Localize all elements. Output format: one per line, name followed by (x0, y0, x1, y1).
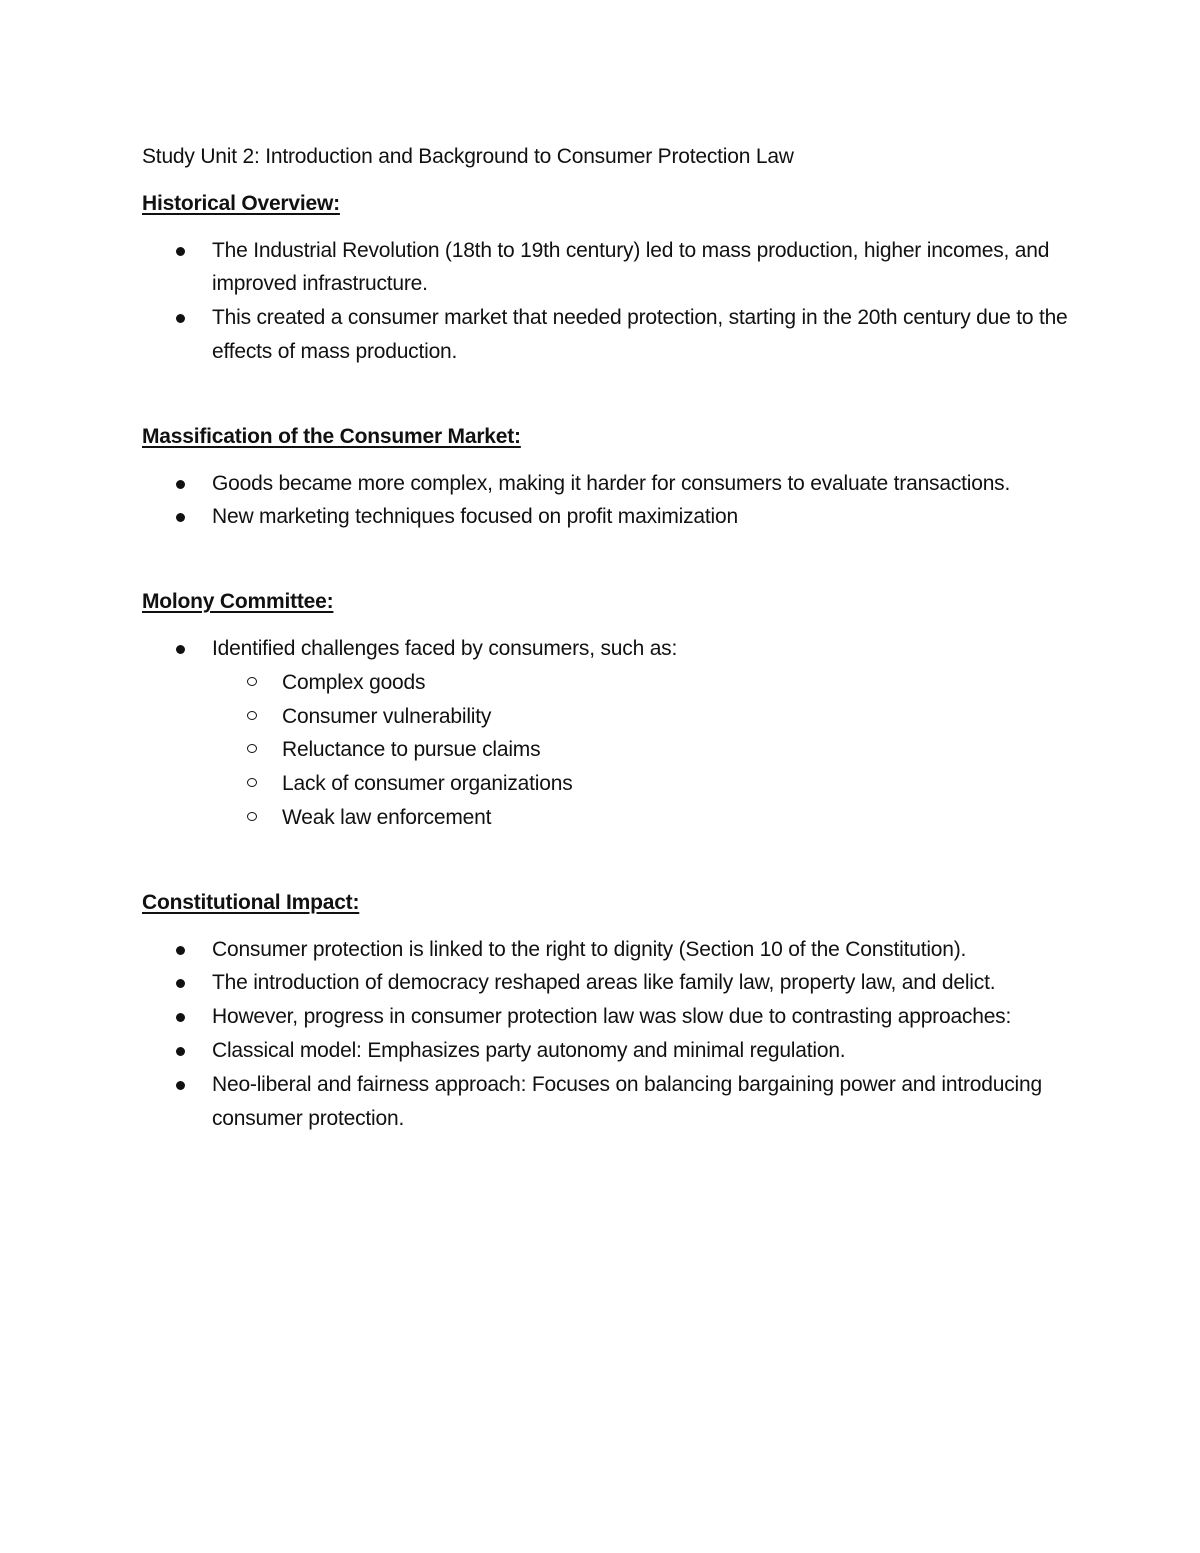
bullet-item (142, 467, 1072, 501)
bullet-text: This created a consumer market that needed protection, starting in the 20th century due to the effects of mass production. (212, 306, 1068, 363)
bullet-item (142, 966, 1072, 1000)
bullet-text: The Industrial Revolution (18th to 19th century) led to mass production, higher incomes, and improved infrastructure. (212, 238, 1050, 296)
sub-bullet-text: Weak law enforcement (282, 805, 492, 829)
section-molony-committee (142, 585, 1072, 835)
bullet-list (142, 933, 1072, 1136)
document-title: Study Unit 2: Introduction and Background to Consumer Protection Law (142, 145, 794, 168)
bullet-icon (176, 946, 185, 955)
document-content (142, 140, 1072, 1135)
sub-bullet-list (212, 666, 1072, 835)
section-massification (142, 420, 1072, 534)
bullet-item (142, 1000, 1072, 1034)
section-heading: Historical Overview: (142, 191, 340, 215)
section-constitutional-impact (142, 886, 1072, 1136)
bullet-icon (176, 1047, 185, 1056)
bullet-icon (176, 314, 185, 323)
hollow-bullet-icon (247, 677, 257, 686)
section-heading: Molony Committee: (142, 590, 334, 614)
bullet-text: Goods became more complex, making it harder for consumers to evaluate transactions. (212, 471, 1011, 495)
hollow-bullet-icon (247, 812, 257, 821)
bullet-text: Identified challenges faced by consumers, such as: (212, 636, 678, 660)
bullet-list (142, 467, 1072, 535)
bullet-icon (176, 1081, 185, 1090)
section-historical-overview (142, 187, 1072, 369)
bullet-icon (176, 513, 185, 522)
bullet-item (142, 632, 1072, 835)
hollow-bullet-icon (247, 711, 257, 720)
bullet-icon (176, 645, 185, 654)
sub-bullet-item (212, 801, 1072, 835)
section-spacer (142, 835, 1072, 886)
sub-bullet-item (212, 666, 1072, 700)
sub-bullet-text: Reluctance to pursue claims (282, 738, 541, 762)
bullet-list (142, 632, 1072, 835)
bullet-text: Classical model: Emphasizes party autonomy and minimal regulation. (212, 1038, 846, 1062)
bullet-list (142, 234, 1072, 369)
bullet-item (142, 500, 1072, 534)
bullet-icon (176, 979, 185, 988)
bullet-icon (176, 1013, 185, 1022)
bullet-item (142, 301, 1072, 369)
section-heading: Constitutional Impact: (142, 890, 360, 914)
bullet-text: However, progress in consumer protection law was slow due to contrasting approaches: (212, 1005, 1012, 1029)
bullet-text: New marketing techniques focused on profit maximization (212, 505, 738, 529)
sub-bullet-item (212, 733, 1072, 767)
bullet-text: Neo-liberal and fairness approach: Focuses on balancing bargaining power and introducing consumer protection. (212, 1072, 1042, 1130)
bullet-icon (176, 480, 185, 489)
bullet-item (142, 234, 1072, 302)
bullet-item (142, 933, 1072, 967)
bullet-item (142, 1034, 1072, 1068)
bullet-text: Consumer protection is linked to the right to dignity (Section 10 of the Constitution). (212, 937, 967, 961)
hollow-bullet-icon (247, 744, 257, 753)
bullet-text: The introduction of democracy reshaped areas like family law, property law, and delict. (212, 971, 996, 995)
sub-bullet-text: Complex goods (282, 670, 426, 694)
sub-bullet-text: Lack of consumer organizations (282, 772, 573, 796)
hollow-bullet-icon (247, 778, 257, 787)
section-spacer (142, 534, 1072, 585)
sub-bullet-item (212, 700, 1072, 734)
bullet-icon (176, 247, 185, 256)
sub-bullet-item (212, 767, 1072, 801)
sub-bullet-text: Consumer vulnerability (282, 704, 492, 728)
section-spacer (142, 369, 1072, 420)
section-heading: Massification of the Consumer Market: (142, 424, 521, 448)
bullet-item (142, 1068, 1072, 1136)
